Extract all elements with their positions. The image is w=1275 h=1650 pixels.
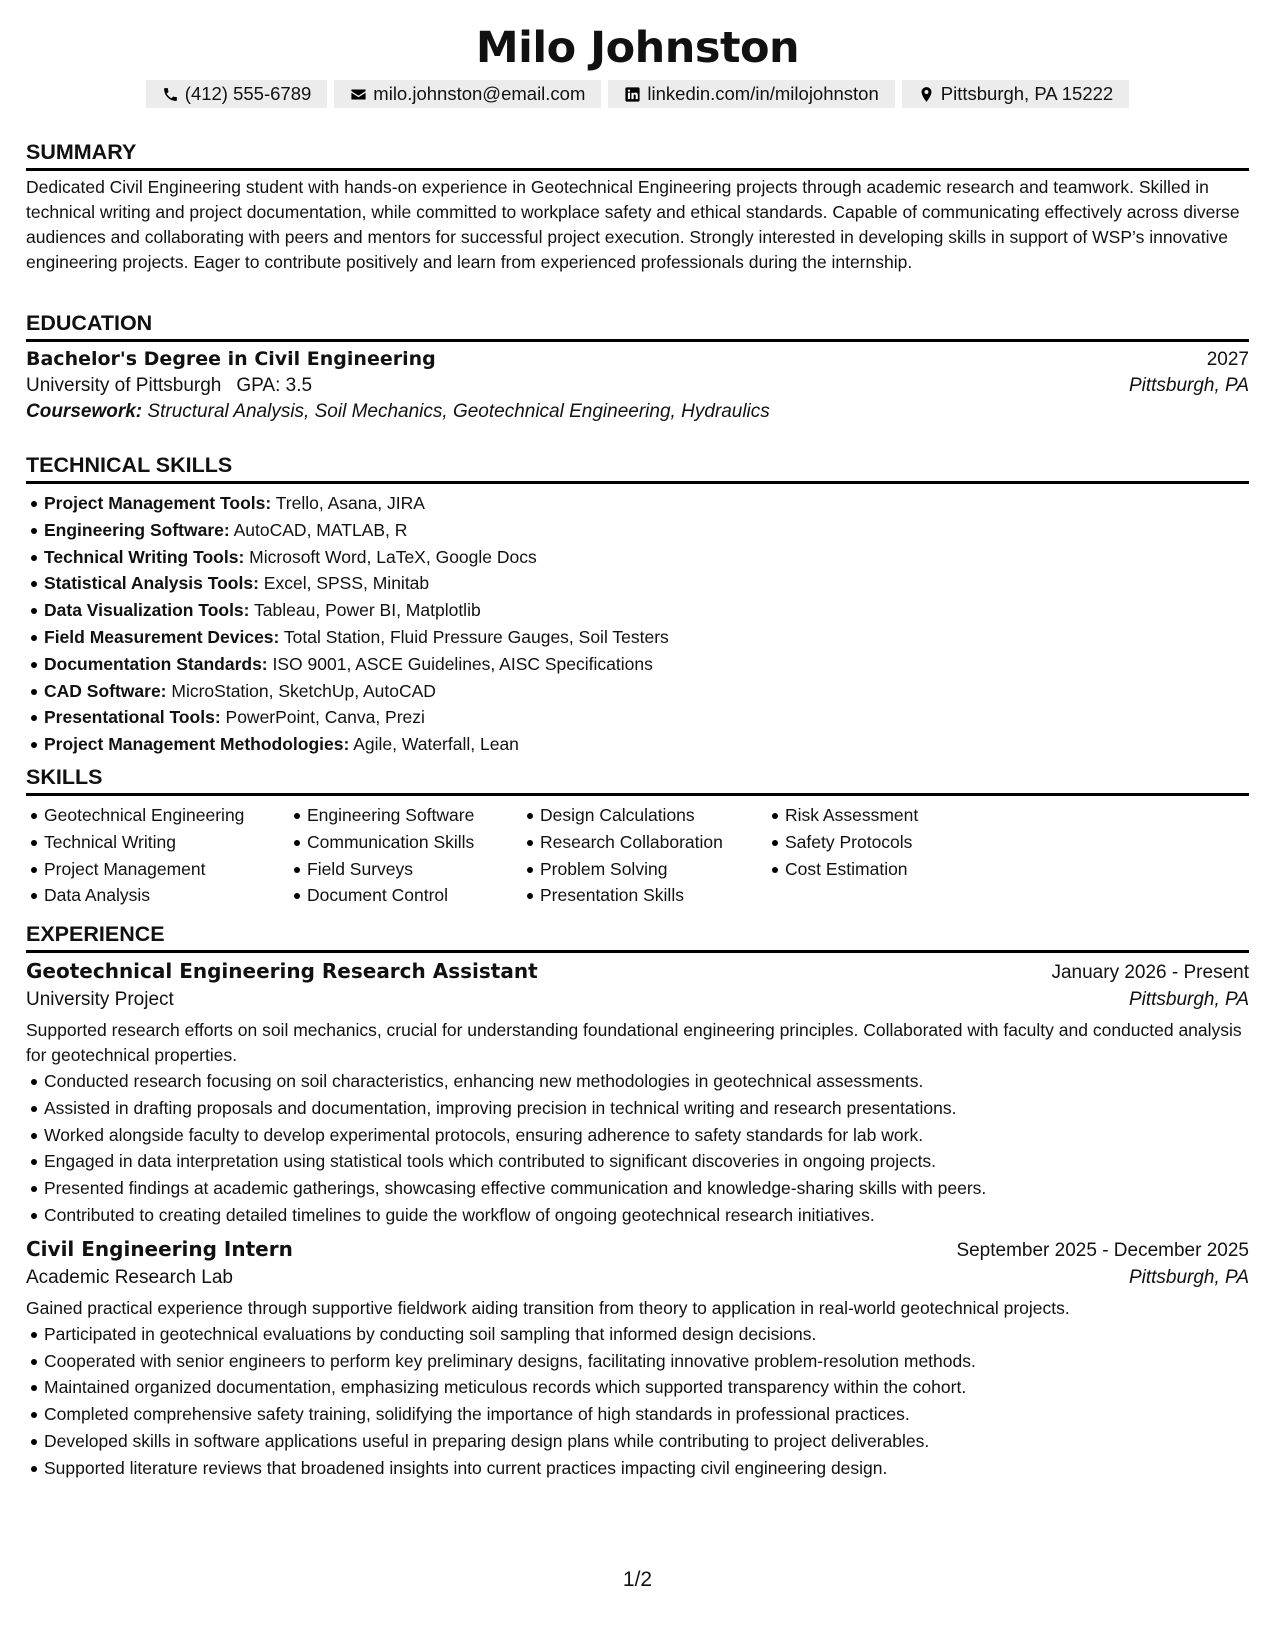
skill-item: Design Calculations (540, 802, 767, 829)
skills-section (26, 764, 1249, 909)
graduation-year: 2027 (1206, 349, 1249, 370)
job-entry (26, 1237, 1249, 1482)
skill-item: Safety Protocols (785, 829, 985, 856)
job-summary: Gained practical experience through supportive fieldwork aiding transition from theory to application in real-world geotechnical projects. (26, 1297, 1070, 1318)
job-header-row (26, 1237, 1249, 1262)
job-bullet: Participated in geotechnical evaluations by conducting soil sampling that informed design decisions. (44, 1321, 1249, 1348)
technical-skill-label: Technical Writing Tools: (44, 546, 245, 567)
technical-skill-label: Engineering Software: (44, 519, 230, 540)
skill-item: Problem Solving (540, 856, 767, 883)
technical-skill-label: Documentation Standards: (44, 653, 268, 674)
technical-skill-label: Project Management Tools: (44, 493, 272, 513)
skill-item: Risk Assessment (785, 802, 985, 829)
education-school-row (26, 375, 1249, 397)
skill-item: Data Analysis (44, 882, 289, 909)
job-bullet: Contributed to creating detailed timelines to guide the workflow of ongoing geotechnical research initiatives. (44, 1202, 1249, 1229)
technical-skill-label: Presentational Tools: (44, 707, 221, 728)
job-bullet: Worked alongside faculty to develop experimental protocols, ensuring adherence to safety standards for lab work. (44, 1122, 1249, 1149)
skills-column (289, 802, 522, 909)
job-org: University Project (26, 989, 174, 1010)
job-bullet: Engaged in data interpretation using statistical tools which contributed to significant discoveries in ongoing projects. (44, 1148, 1249, 1175)
technical-skill-value: Microsoft Word, LaTeX, Google Docs (249, 546, 537, 567)
technical-skill-item (44, 624, 1249, 651)
job-bullets (26, 1068, 1249, 1229)
school-line (26, 375, 312, 397)
education-section (26, 310, 1249, 423)
technical-skill-label: Data Visualization Tools: (44, 600, 250, 621)
technical-skill-value: Agile, Waterfall, Lean (353, 734, 519, 755)
technical-skill-item (44, 704, 1249, 731)
technical-skill-label: Project Management Methodologies: (44, 734, 350, 755)
job-dates: September 2025 - December 2025 (956, 1239, 1249, 1261)
job-bullet: Presented findings at academic gatherings, showcasing effective communication and knowledge-sharing skills with peers. (44, 1175, 1249, 1202)
technical-skill-value: Trello, Asana, JIRA (275, 493, 425, 513)
contact-phone[interactable] (146, 80, 328, 108)
technical-skill-value: Total Station, Fluid Pressure Gauges, Soil Testers (283, 626, 669, 647)
phone-text: (412) 555-6789 (184, 83, 312, 104)
technical-skill-item (44, 731, 1249, 758)
coursework-list: Structural Analysis, Soil Mechanics, Geotechnical Engineering, Hydraulics (147, 401, 770, 422)
contact-bar (26, 80, 1249, 108)
job-summary: Supported research efforts on soil mechanics, crucial for understanding foundational engineering principles. Collaborated with faculty and conducted analysis for geotechnical properties. (26, 1020, 1242, 1065)
technical-skill-item (44, 678, 1249, 705)
technical-skill-value: Excel, SPSS, Minitab (263, 573, 430, 594)
linkedin-icon (624, 86, 641, 103)
degree-title: Bachelor's Degree in Civil Engineering (26, 348, 436, 370)
skill-item: Presentation Skills (540, 882, 767, 909)
section-title-experience: EXPERIENCE (26, 921, 1249, 953)
job-entry (26, 959, 1249, 1229)
technical-skill-value: MicroStation, SketchUp, AutoCAD (171, 680, 436, 701)
job-bullets (26, 1321, 1249, 1482)
coursework-label: Coursework: (26, 401, 143, 422)
job-dates: January 2026 - Present (1051, 962, 1249, 983)
technical-skill-item (44, 651, 1249, 678)
envelope-icon (350, 86, 367, 103)
technical-skill-label: CAD Software: (44, 680, 167, 701)
technical-skills-section (26, 452, 1249, 758)
section-title-summary: SUMMARY (26, 139, 1249, 171)
job-header-row (26, 959, 1249, 984)
job-org-row (26, 989, 1249, 1011)
skill-item: Communication Skills (307, 829, 522, 856)
technical-skills-list (26, 490, 1249, 758)
location-text: Pittsburgh, PA 15222 (940, 83, 1114, 104)
job-bullet: Supported literature reviews that broadened insights into current practices impacting civil engineering design. (44, 1455, 1249, 1482)
section-title-education: EDUCATION (26, 310, 1249, 342)
technical-skill-value: ISO 9001, ASCE Guidelines, AISC Specifications (272, 653, 653, 674)
map-pin-icon (918, 86, 935, 103)
summary-text: Dedicated Civil Engineering student with hands-on experience in Geotechnical Engineering projects through academic research and teamwork. Skilled in technical writing and project documentation, while committed to workplace safety and ethical standards. Capable of communicating effectively across diverse audiences and collaborating with peers and mentors for successful project execution. Strongly interested in developing skills in support of WSP’s innovative engineering projects. Eager to contribute positively and learn from experienced professionals during the internship. (26, 177, 1240, 272)
skill-item: Field Surveys (307, 856, 522, 883)
skill-item: Research Collaboration (540, 829, 767, 856)
job-role: Geotechnical Engineering Research Assistant (26, 959, 538, 983)
gpa: GPA: 3.5 (236, 375, 313, 396)
education-header-row (26, 348, 1249, 371)
job-bullet: Developed skills in software applications useful in preparing design plans while contributing to project deliverables. (44, 1428, 1249, 1455)
technical-skill-label: Statistical Analysis Tools: (44, 573, 259, 594)
skill-item: Technical Writing (44, 829, 289, 856)
skill-item: Engineering Software (307, 802, 522, 829)
section-title-technical-skills: TECHNICAL SKILLS (26, 452, 1249, 484)
phone-icon (162, 86, 179, 103)
candidate-name: Milo Johnston (475, 23, 800, 73)
job-bullet: Assisted in drafting proposals and documentation, improving precision in technical writing and research presentations. (44, 1095, 1249, 1122)
job-location: Pittsburgh, PA (1128, 989, 1249, 1010)
coursework-line (26, 401, 1249, 423)
experience-section (26, 921, 1249, 1482)
section-title-skills: SKILLS (26, 764, 1249, 796)
job-bullet: Cooperated with senior engineers to perform key preliminary designs, facilitating innovative problem-resolution methods. (44, 1348, 1249, 1375)
job-bullet: Conducted research focusing on soil characteristics, enhancing new methodologies in geotechnical assessments. (44, 1068, 1249, 1095)
technical-skill-item (44, 517, 1249, 544)
technical-skill-value: PowerPoint, Canva, Prezi (225, 707, 425, 728)
skill-item: Document Control (307, 882, 522, 909)
skills-columns (26, 802, 1249, 909)
skills-column (26, 802, 289, 909)
linkedin-text: linkedin.com/in/milojohnston (647, 83, 879, 104)
job-org: Academic Research Lab (26, 1266, 233, 1288)
job-bullet: Maintained organized documentation, emphasizing meticulous records which supported transparency within the cohort. (44, 1374, 1249, 1401)
technical-skill-item (44, 597, 1249, 624)
skills-column (767, 802, 985, 909)
technical-skill-item (44, 570, 1249, 597)
summary-section (26, 139, 1249, 275)
job-role: Civil Engineering Intern (26, 1236, 293, 1261)
technical-skill-value: Tableau, Power BI, Matplotlib (254, 600, 481, 621)
contact-linkedin[interactable] (608, 80, 894, 108)
contact-location (902, 80, 1129, 108)
skills-column (522, 802, 767, 909)
skill-item: Geotechnical Engineering (44, 802, 289, 829)
job-bullet: Completed comprehensive safety training, solidifying the importance of high standards in professional practices. (44, 1401, 1249, 1428)
skill-item: Cost Estimation (785, 856, 985, 883)
email-text: milo.johnston@email.com (373, 83, 586, 104)
contact-email[interactable] (334, 80, 601, 108)
technical-skill-label: Field Measurement Devices: (44, 626, 280, 647)
school-location: Pittsburgh, PA (1128, 375, 1249, 396)
job-org-row (26, 1267, 1249, 1289)
skill-item: Project Management (44, 856, 289, 883)
technical-skill-item (44, 490, 1249, 517)
technical-skill-value: AutoCAD, MATLAB, R (233, 519, 408, 540)
job-location: Pittsburgh, PA (1128, 1266, 1249, 1288)
technical-skill-item (44, 544, 1249, 571)
page-number: 1/2 (622, 1568, 653, 1591)
school-name: University of Pittsburgh (26, 375, 222, 396)
